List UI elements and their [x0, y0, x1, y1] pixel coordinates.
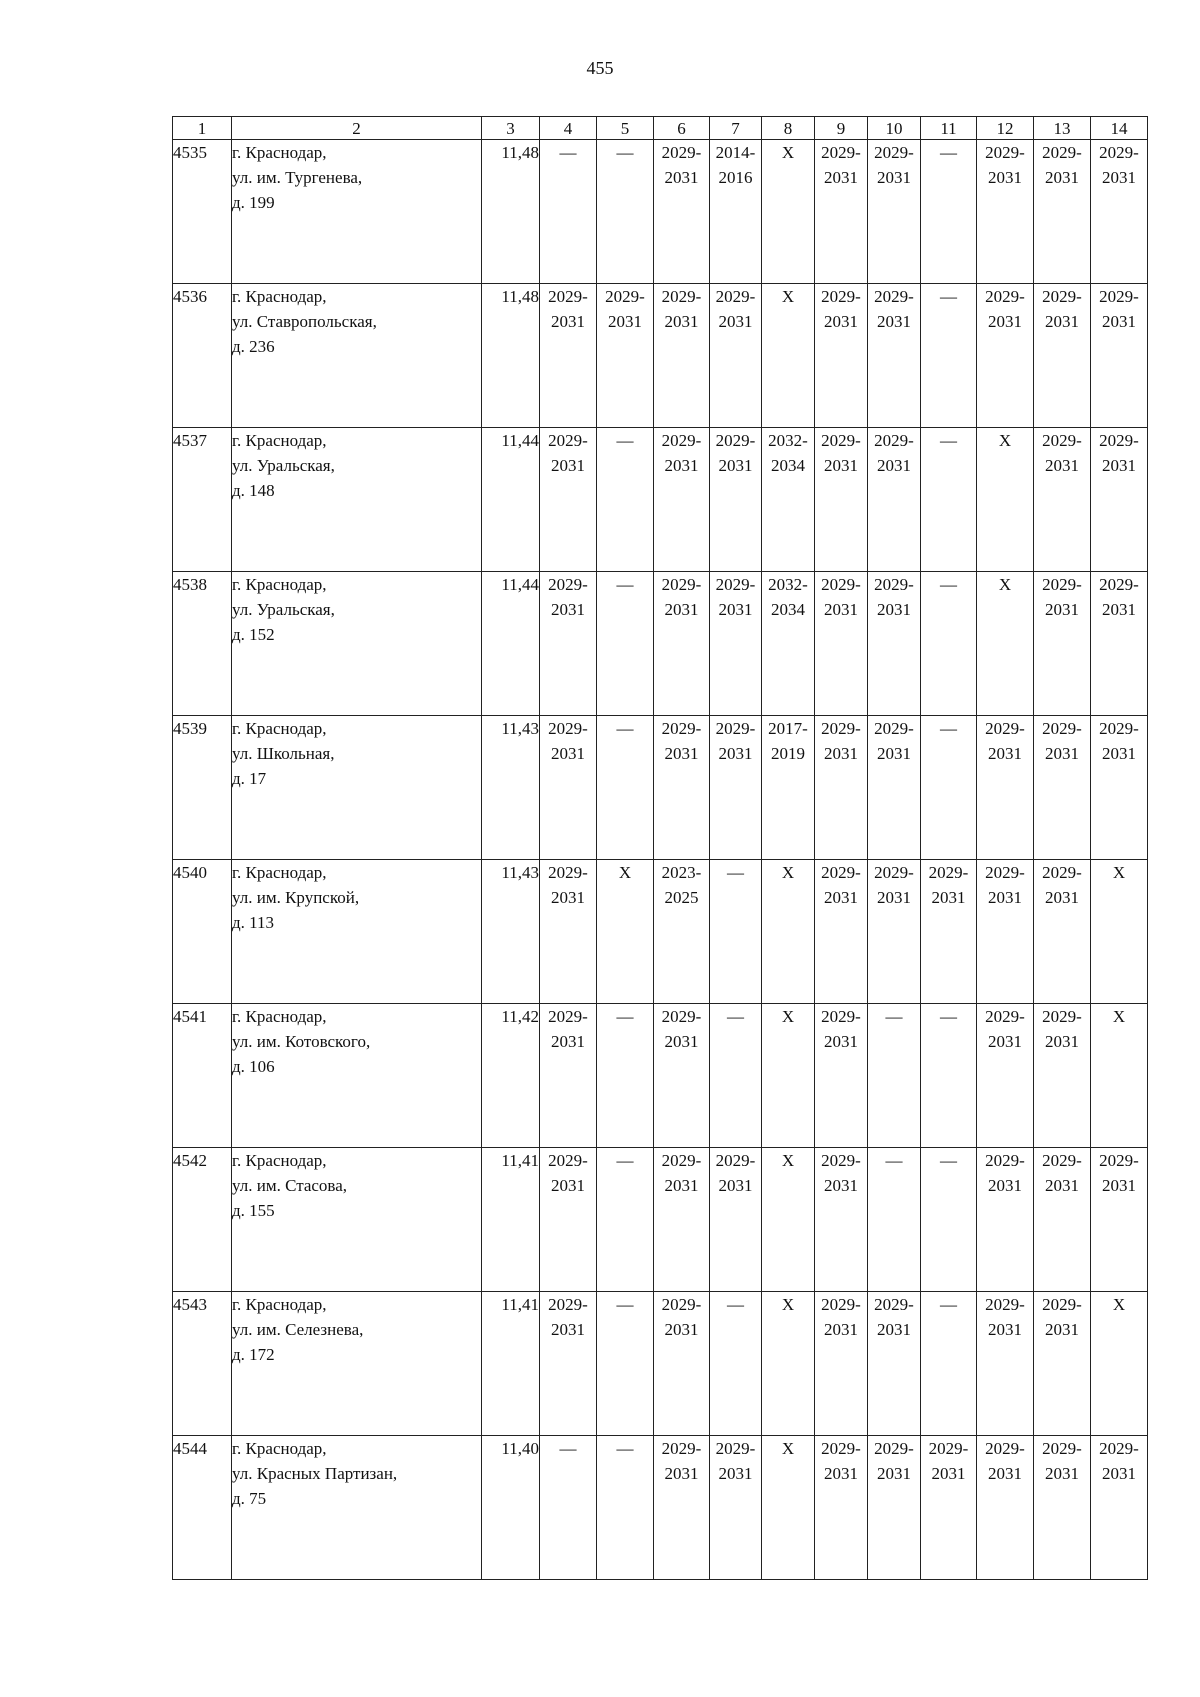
period-cell: 2032- 2034	[762, 428, 815, 572]
period-cell: 2029- 2031	[1034, 1148, 1091, 1292]
address-line: г. Краснодар,	[232, 719, 327, 738]
period-cell: —	[710, 1292, 762, 1436]
column-header: 12	[977, 117, 1034, 140]
period-cell: 2029- 2031	[977, 1004, 1034, 1148]
period-cell: 2029- 2031	[1034, 284, 1091, 428]
period-cell: 2029- 2031	[1091, 428, 1148, 572]
period-cell: 2029- 2031	[868, 428, 921, 572]
period-cell: X	[762, 1436, 815, 1580]
period-cell: 2029- 2031	[540, 428, 597, 572]
period-cell: 2029- 2031	[815, 1292, 868, 1436]
address-line: г. Краснодар,	[232, 287, 327, 306]
address-line: г. Краснодар,	[232, 863, 327, 882]
period-cell: 2029- 2031	[815, 284, 868, 428]
period-cell: 2029- 2031	[977, 1148, 1034, 1292]
address-line: д. 236	[232, 337, 275, 356]
address-cell	[232, 428, 482, 572]
period-cell: X	[977, 428, 1034, 572]
period-cell: 2029- 2031	[815, 428, 868, 572]
area-cell: 11,44	[482, 572, 540, 716]
period-cell: —	[921, 428, 977, 572]
period-cell: —	[868, 1148, 921, 1292]
period-cell: 2029- 2031	[1034, 1436, 1091, 1580]
column-header: 2	[232, 117, 482, 140]
period-cell: X	[597, 860, 654, 1004]
table-row	[173, 572, 1148, 716]
column-header: 1	[173, 117, 232, 140]
address-cell	[232, 1436, 482, 1580]
period-cell: 2029- 2031	[1034, 572, 1091, 716]
period-cell: 2029- 2031	[654, 1148, 710, 1292]
period-cell: 2029- 2031	[868, 860, 921, 1004]
table-row	[173, 140, 1148, 284]
period-cell: —	[921, 1004, 977, 1148]
period-cell: 2023- 2025	[654, 860, 710, 1004]
column-header: 8	[762, 117, 815, 140]
area-cell: 11,40	[482, 1436, 540, 1580]
period-cell: X	[762, 140, 815, 284]
area-cell: 11,43	[482, 716, 540, 860]
table-row	[173, 716, 1148, 860]
address-line: ул. им. Крупской,	[232, 888, 360, 907]
period-cell: 2029- 2031	[540, 860, 597, 1004]
period-cell: —	[597, 716, 654, 860]
period-cell: 2029- 2031	[815, 1004, 868, 1148]
period-cell: X	[977, 572, 1034, 716]
period-cell: 2029- 2031	[654, 1292, 710, 1436]
period-cell: 2029- 2031	[654, 716, 710, 860]
address-line: д. 113	[232, 913, 275, 932]
period-cell: 2032- 2034	[762, 572, 815, 716]
row-number: 4542	[173, 1148, 232, 1292]
period-cell: —	[597, 1292, 654, 1436]
period-cell: 2029- 2031	[1034, 140, 1091, 284]
period-cell: 2029- 2031	[597, 284, 654, 428]
period-cell: 2029- 2031	[1091, 140, 1148, 284]
period-cell: X	[1091, 860, 1148, 1004]
period-cell: 2029- 2031	[1091, 1436, 1148, 1580]
area-cell: 11,41	[482, 1292, 540, 1436]
column-header: 14	[1091, 117, 1148, 140]
table-row	[173, 1436, 1148, 1580]
address-cell	[232, 140, 482, 284]
period-cell: 2029- 2031	[1034, 1004, 1091, 1148]
period-cell: 2029- 2031	[710, 284, 762, 428]
address-cell	[232, 1292, 482, 1436]
period-cell: 2029- 2031	[540, 1148, 597, 1292]
period-cell: —	[868, 1004, 921, 1148]
table-row	[173, 428, 1148, 572]
period-cell: —	[921, 1292, 977, 1436]
period-cell: 2029- 2031	[815, 140, 868, 284]
period-cell: —	[597, 1148, 654, 1292]
period-cell: X	[1091, 1004, 1148, 1148]
address-line: г. Краснодар,	[232, 1007, 327, 1026]
address-cell	[232, 284, 482, 428]
period-cell: 2029- 2031	[977, 1292, 1034, 1436]
period-cell: 2029- 2031	[921, 1436, 977, 1580]
period-cell: 2029- 2031	[868, 284, 921, 428]
table-row	[173, 860, 1148, 1004]
period-cell: 2029- 2031	[1034, 716, 1091, 860]
area-cell: 11,41	[482, 1148, 540, 1292]
period-cell: 2029- 2031	[868, 140, 921, 284]
period-cell: 2029- 2031	[540, 284, 597, 428]
period-cell: X	[762, 1004, 815, 1148]
address-line: ул. Ставропольская,	[232, 312, 377, 331]
period-cell: 2029- 2031	[710, 572, 762, 716]
address-line: д. 75	[232, 1489, 267, 1508]
period-cell: 2017- 2019	[762, 716, 815, 860]
data-table	[172, 116, 1148, 1580]
period-cell: 2029- 2031	[815, 860, 868, 1004]
address-line: д. 148	[232, 481, 275, 500]
period-cell: 2014- 2016	[710, 140, 762, 284]
period-cell: —	[921, 1148, 977, 1292]
period-cell: X	[762, 284, 815, 428]
period-cell: 2029- 2031	[815, 1436, 868, 1580]
period-cell: —	[710, 860, 762, 1004]
area-cell: 11,43	[482, 860, 540, 1004]
address-line: г. Краснодар,	[232, 143, 327, 162]
area-cell: 11,42	[482, 1004, 540, 1148]
column-header: 5	[597, 117, 654, 140]
period-cell: 2029- 2031	[815, 1148, 868, 1292]
address-line: д. 199	[232, 193, 275, 212]
row-number: 4540	[173, 860, 232, 1004]
address-line: ул. им. Селезнева,	[232, 1320, 364, 1339]
row-number: 4544	[173, 1436, 232, 1580]
period-cell: —	[597, 428, 654, 572]
period-cell: 2029- 2031	[654, 428, 710, 572]
address-line: г. Краснодар,	[232, 1151, 327, 1170]
column-header: 4	[540, 117, 597, 140]
column-header: 10	[868, 117, 921, 140]
period-cell: 2029- 2031	[540, 1292, 597, 1436]
address-cell	[232, 860, 482, 1004]
period-cell: X	[762, 1292, 815, 1436]
table-row	[173, 1004, 1148, 1148]
address-line: д. 172	[232, 1345, 275, 1364]
period-cell: —	[597, 572, 654, 716]
period-cell: 2029- 2031	[540, 716, 597, 860]
period-cell: 2029- 2031	[921, 860, 977, 1004]
period-cell: 2029- 2031	[977, 1436, 1034, 1580]
address-line: ул. Школьная,	[232, 744, 335, 763]
period-cell: X	[762, 1148, 815, 1292]
period-cell: 2029- 2031	[868, 1292, 921, 1436]
page-number: 455	[586, 58, 614, 78]
period-cell: —	[540, 140, 597, 284]
address-line: д. 17	[232, 769, 267, 788]
period-cell: 2029- 2031	[977, 284, 1034, 428]
row-number: 4537	[173, 428, 232, 572]
period-cell: 2029- 2031	[654, 1004, 710, 1148]
address-cell	[232, 716, 482, 860]
period-cell: 2029- 2031	[1091, 572, 1148, 716]
address-line: г. Краснодар,	[232, 431, 327, 450]
column-header: 6	[654, 117, 710, 140]
table-body	[173, 117, 1148, 1580]
period-cell: 2029- 2031	[1034, 428, 1091, 572]
period-cell: 2029- 2031	[815, 716, 868, 860]
area-cell: 11,44	[482, 428, 540, 572]
column-header: 11	[921, 117, 977, 140]
period-cell: 2029- 2031	[1034, 860, 1091, 1004]
row-number: 4541	[173, 1004, 232, 1148]
table-row	[173, 1292, 1148, 1436]
period-cell: 2029- 2031	[540, 572, 597, 716]
period-cell: 2029- 2031	[868, 1436, 921, 1580]
period-cell: 2029- 2031	[977, 140, 1034, 284]
address-line: ул. им. Стасова,	[232, 1176, 348, 1195]
period-cell: 2029- 2031	[1091, 284, 1148, 428]
address-cell	[232, 1148, 482, 1292]
address-cell	[232, 1004, 482, 1148]
address-line: ул. Красных Партизан,	[232, 1464, 398, 1483]
period-cell: 2029- 2031	[977, 716, 1034, 860]
address-cell	[232, 572, 482, 716]
period-cell: —	[540, 1436, 597, 1580]
period-cell: —	[597, 1436, 654, 1580]
row-number: 4538	[173, 572, 232, 716]
period-cell: 2029- 2031	[654, 572, 710, 716]
period-cell: —	[710, 1004, 762, 1148]
column-header: 13	[1034, 117, 1091, 140]
period-cell: 2029- 2031	[868, 716, 921, 860]
period-cell: —	[921, 284, 977, 428]
period-cell: 2029- 2031	[1034, 1292, 1091, 1436]
period-cell: 2029- 2031	[868, 572, 921, 716]
area-cell: 11,48	[482, 284, 540, 428]
period-cell: X	[1091, 1292, 1148, 1436]
period-cell: 2029- 2031	[710, 716, 762, 860]
table-row	[173, 1148, 1148, 1292]
period-cell: —	[921, 140, 977, 284]
period-cell: 2029- 2031	[710, 1148, 762, 1292]
period-cell: 2029- 2031	[654, 140, 710, 284]
address-line: д. 152	[232, 625, 275, 644]
row-number: 4535	[173, 140, 232, 284]
address-line: г. Краснодар,	[232, 1439, 327, 1458]
period-cell: 2029- 2031	[1091, 716, 1148, 860]
table-row	[173, 284, 1148, 428]
period-cell: —	[921, 572, 977, 716]
address-line: ул. им. Тургенева,	[232, 168, 363, 187]
address-line: г. Краснодар,	[232, 575, 327, 594]
address-line: д. 155	[232, 1201, 275, 1220]
address-line: г. Краснодар,	[232, 1295, 327, 1314]
period-cell: 2029- 2031	[540, 1004, 597, 1148]
period-cell: 2029- 2031	[710, 428, 762, 572]
row-number: 4539	[173, 716, 232, 860]
address-line: ул. Уральская,	[232, 456, 335, 475]
column-header: 7	[710, 117, 762, 140]
period-cell: 2029- 2031	[654, 284, 710, 428]
period-cell: 2029- 2031	[654, 1436, 710, 1580]
row-number: 4536	[173, 284, 232, 428]
period-cell: 2029- 2031	[1091, 1148, 1148, 1292]
period-cell: —	[597, 1004, 654, 1148]
row-number: 4543	[173, 1292, 232, 1436]
header-row	[173, 117, 1148, 140]
period-cell: —	[921, 716, 977, 860]
period-cell: 2029- 2031	[977, 860, 1034, 1004]
address-line: ул. им. Котовского,	[232, 1032, 371, 1051]
period-cell: 2029- 2031	[710, 1436, 762, 1580]
area-cell: 11,48	[482, 140, 540, 284]
address-line: д. 106	[232, 1057, 275, 1076]
column-header: 3	[482, 117, 540, 140]
column-header: 9	[815, 117, 868, 140]
address-line: ул. Уральская,	[232, 600, 335, 619]
period-cell: 2029- 2031	[815, 572, 868, 716]
period-cell: —	[597, 140, 654, 284]
period-cell: X	[762, 860, 815, 1004]
